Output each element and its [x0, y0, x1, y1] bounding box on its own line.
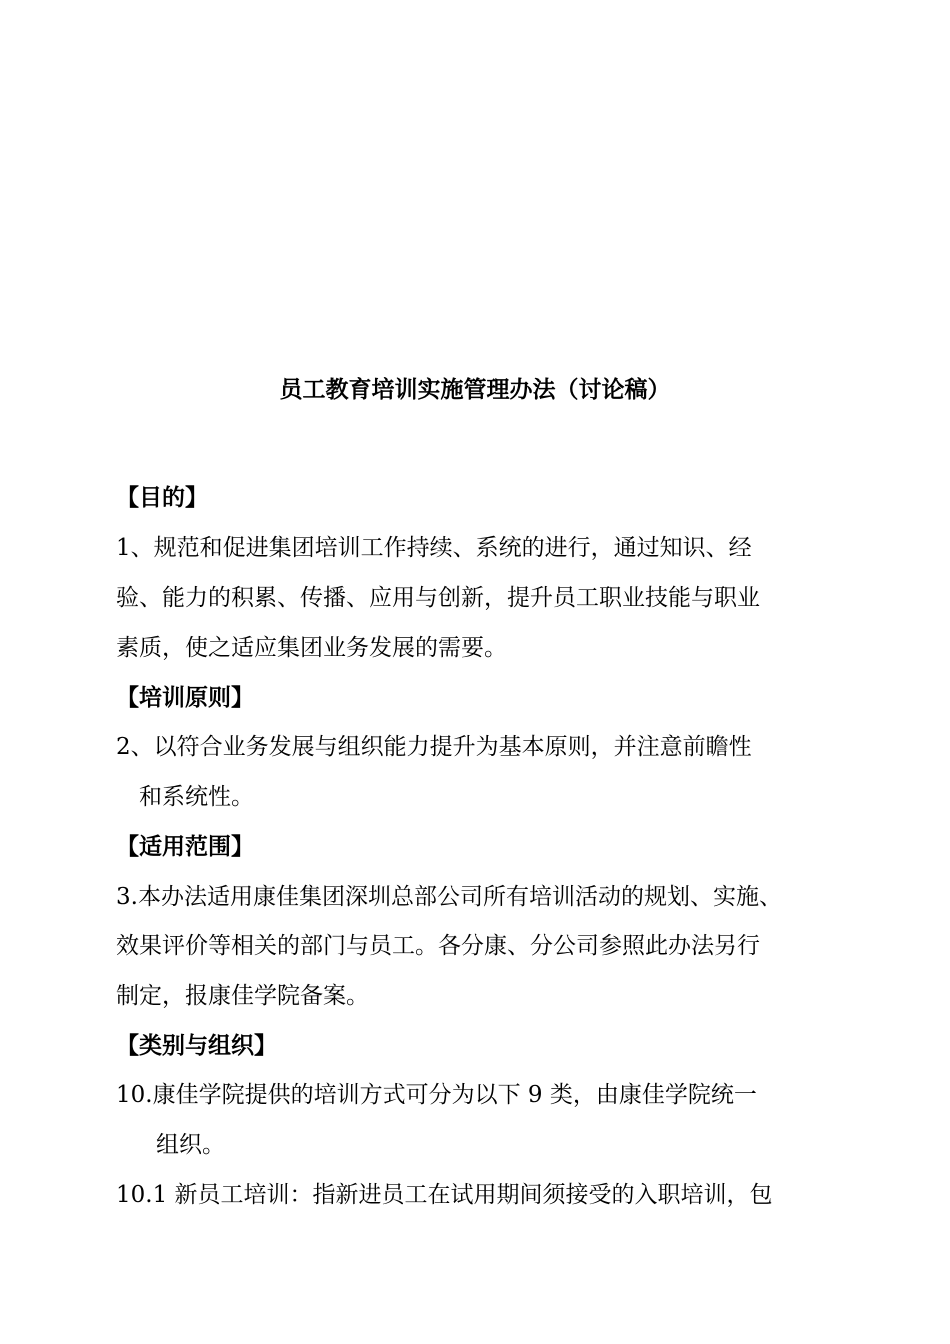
section-heading-categories: 【类别与组织】 [116, 1033, 277, 1059]
paragraph-line: 1、规范和促进集团培训工作持续、系统的进行，通过知识、经 [116, 535, 752, 561]
paragraph-line: 素质，使之适应集团业务发展的需要。 [116, 635, 507, 661]
section-heading-scope: 【适用范围】 [116, 834, 254, 860]
document-title: 员工教育培训实施管理办法（讨论稿） [279, 377, 671, 403]
section-heading-principles: 【培训原则】 [116, 685, 254, 711]
paragraph-line: 效果评价等相关的部门与员工。各分康、分公司参照此办法另行 [116, 933, 760, 959]
paragraph-line: 2、以符合业务发展与组织能力提升为基本原则，并注意前瞻性 [116, 734, 752, 760]
paragraph-line: 3.本办法适用康佳集团深圳总部公司所有培训活动的规划、实施、 [116, 884, 782, 910]
paragraph-line: 10.康佳学院提供的培训方式可分为以下 9 类，由康佳学院统一 [116, 1082, 757, 1108]
paragraph-line: 验、能力的积累、传播、应用与创新，提升员工职业技能与职业 [116, 585, 760, 611]
paragraph-line: 组织。 [156, 1132, 225, 1158]
paragraph-line: 和系统性。 [139, 784, 254, 810]
paragraph-line: 10.1 新员工培训：指新进员工在试用期间须接受的入职培训，包 [116, 1182, 773, 1208]
section-heading-purpose: 【目的】 [116, 485, 208, 511]
paragraph-line: 制定，报康佳学院备案。 [116, 983, 369, 1009]
